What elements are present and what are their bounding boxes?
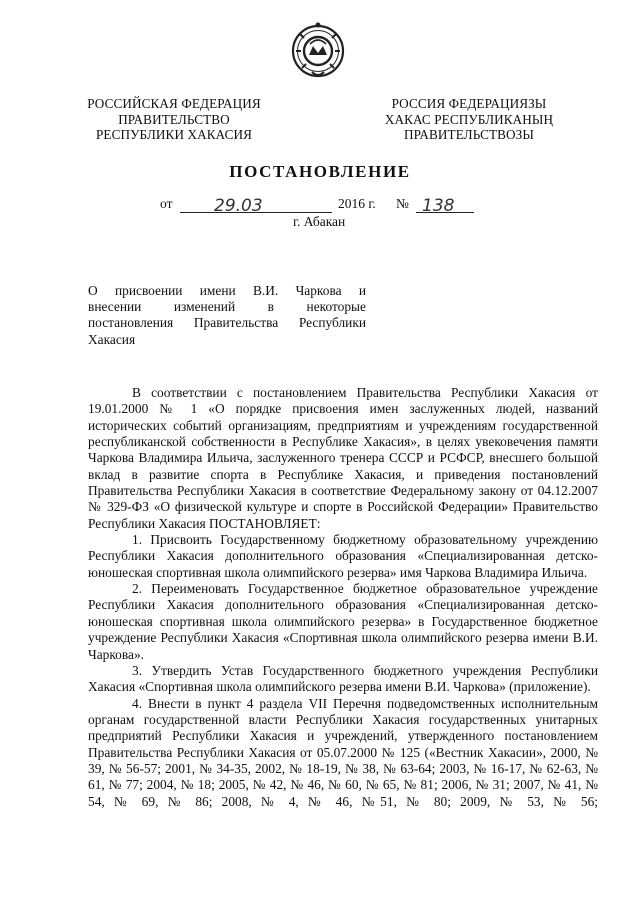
item-3-paragraph: 3. Утвердить Устав Государственного бюджетного учреждения Республики Хакасия «Спортивная школа олимпийского резерва имени В.И. Чаркова» (приложение).	[88, 662, 598, 695]
document-title: ПОСТАНОВЛЕНИЕ	[229, 162, 411, 181]
city: г. Абакан	[293, 214, 346, 229]
item-1-paragraph: 1. Присвоить Государственному бюджетному образовательному учреждению Республики Хакасия дополнительного образования «Специализированная детско-юношеская спортивная школа олимпийского резерва» имя Чаркова Владимира Ильича.	[88, 532, 598, 580]
subject-line: Хакасия	[88, 331, 136, 347]
header-left-line: РЕСПУБЛИКИ ХАКАСИЯ	[96, 127, 252, 142]
header-right-line: ХАКАС РЕСПУБЛИКАНЫҢ	[384, 111, 554, 127]
number-handwritten: 138	[422, 196, 455, 216]
intro-paragraph: В соответствии с постановлением Правительства Республики Хакасия от 19.01.2000 № 1 «О порядке присвоения имен заслуженных людей, названий исторических событий организациям, предприятиям и учреждениям государственной республиканской собственности в Республике Хакасия», в целях увековечения памяти Чаркова Владимира Ильича, заслуженного тренера СССР и РСФСР, внесшего большой вклад в развитие спорта в Республике Хакасия, и приведения постановлений Правительства Республики Хакасия в соответствие Федеральному закону от 04.12.2007 № 329-ФЗ «О физической культуре и спорте в Российской Федерации» Правительство Республики Хакасия ПОСТАНОВЛЯЕТ:	[88, 385, 598, 531]
item-2-paragraph: 2. Переименовать Государственное бюджетное образовательное учреждение Республики Хакасия дополнительного образования «Специализированная детско-юношеская спортивная школа олимпийского резерва» в Государственное бюджетное учреждение Республики Хакасия «Спортивная школа олимпийского резерва имени В.И. Чаркова».	[88, 581, 598, 662]
header-left-line: РОССИЙСКАЯ ФЕДЕРАЦИЯ	[87, 96, 261, 111]
subject-line: О присвоении имени В.И. Чаркова и	[88, 283, 366, 298]
date-year: 2016 г.	[338, 196, 376, 211]
number-sign: №	[396, 196, 409, 211]
date-handwritten: 29.03	[214, 196, 263, 216]
subject-line: постановления Правительства Республики	[88, 315, 366, 331]
header-left-line: ПРАВИТЕЛЬСТВО	[118, 111, 230, 127]
header-left	[72, 96, 276, 143]
republic-emblem-icon	[288, 20, 348, 80]
header-right-line: РОССИЯ ФЕДЕРАЦИЯЗЫ	[391, 96, 547, 111]
dateline	[160, 196, 500, 216]
document-subject	[88, 283, 366, 348]
item-4-paragraph: 4. Внести в пункт 4 раздела VII Перечня подведомственных исполнительным органам государственной власти Республики Хакасия государственных унитарных предприятий Республики Хакасия и учреждений, утвержденного постановлением Правительства Республики Хакасия от 05.07.2000 № 125 («Вестник Хакасии», 2000, № 39, № 56-57; 2001, № 34-35, 2002, № 18-19, № 38, № 63-64; 2003, № 16-17, № 62-63, № 61, № 77; 2004, № 18; 2005, № 42, № 46, № 60, № 65, № 81; 2006, № 31; 2007, № 41, № 54, № 69, № 86; 2008, № 4, № 46, №51, № 80; 2009, № 53, № 56;	[88, 695, 598, 809]
header-right	[376, 96, 562, 143]
date-prefix: от	[160, 196, 173, 211]
document-body	[88, 385, 598, 810]
header-right-line: ПРАВИТЕЛЬСТВОЗЫ	[404, 127, 534, 142]
subject-line: внесении изменений в некоторые	[88, 299, 366, 315]
